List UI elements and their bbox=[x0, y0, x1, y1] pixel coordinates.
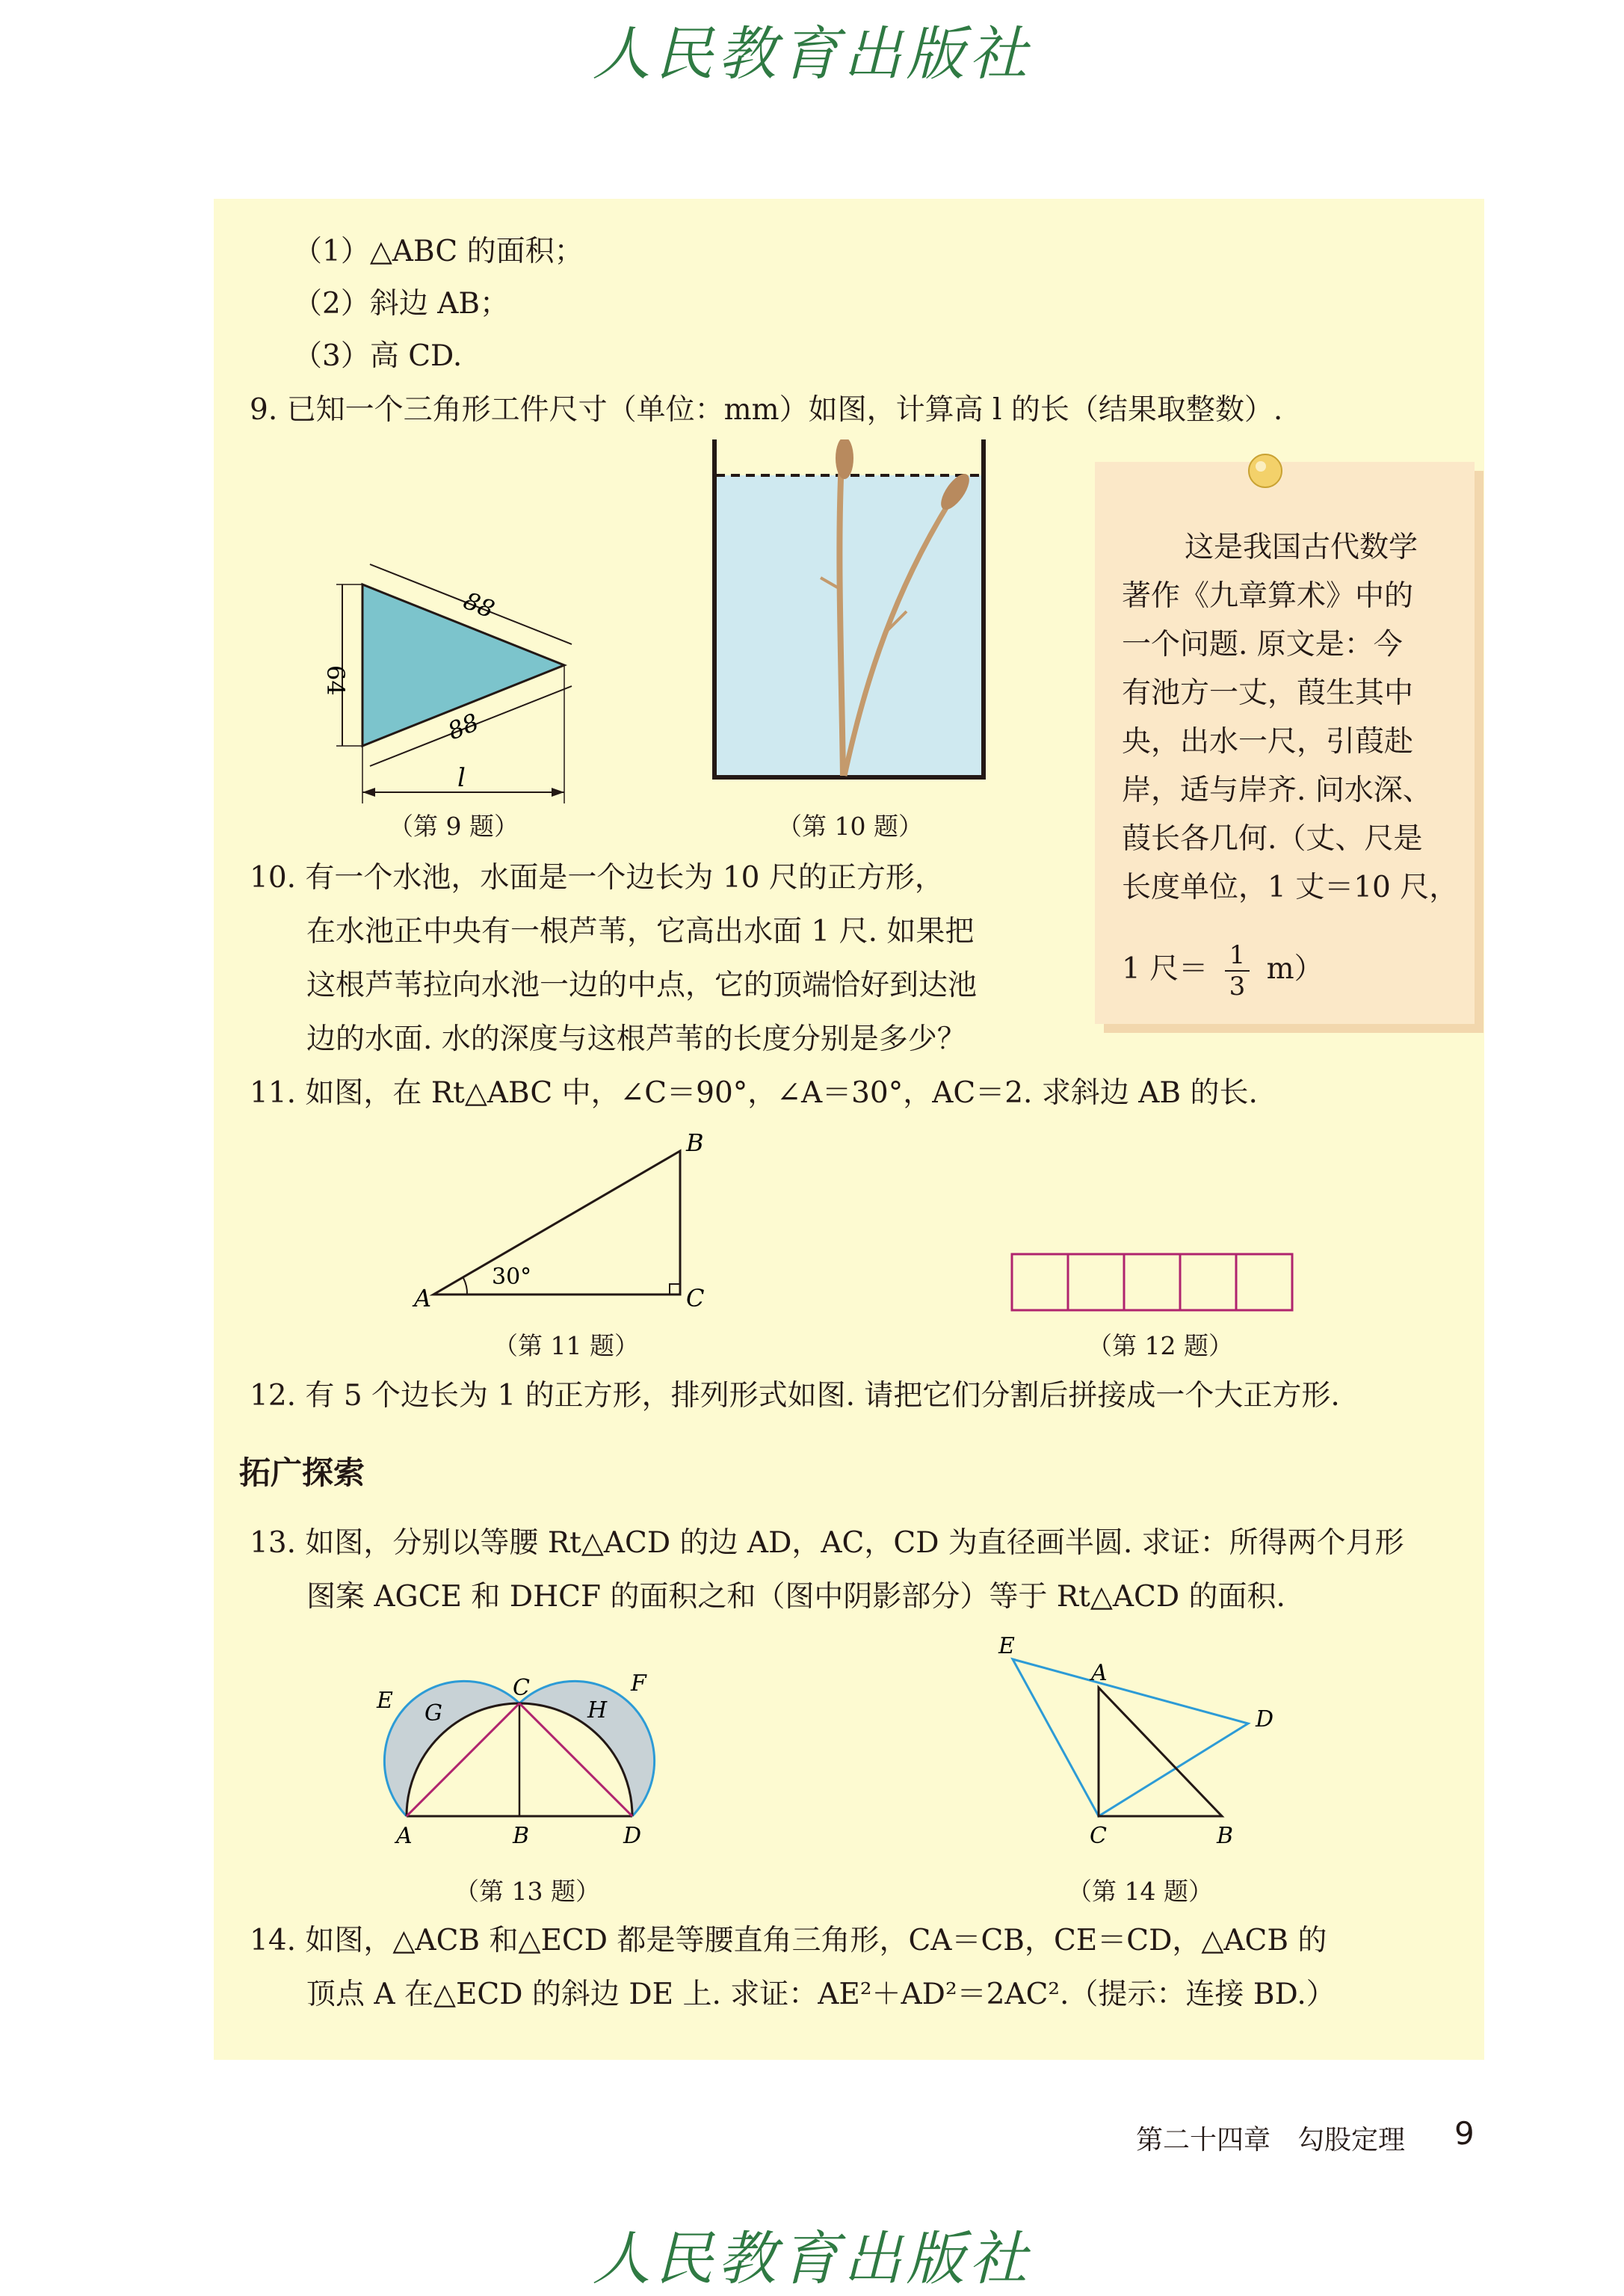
note-line: 一个问题. 原文是：今 bbox=[1122, 628, 1403, 661]
fig14-label-d: D bbox=[1256, 1706, 1274, 1732]
fig9-label-l: l bbox=[457, 763, 466, 793]
fig14-label-a: A bbox=[1091, 1660, 1108, 1686]
page-number: 9 bbox=[1454, 2115, 1475, 2152]
problem-13-line-2: 图案 AGCE 和 DHCF 的面积之和（图中阴影部分）等于 Rt△ACD 的面积. bbox=[306, 1580, 1285, 1614]
fig14-caption: （第 14 题） bbox=[1067, 1877, 1213, 1906]
problem-13-line-1: 13. 如图，分别以等腰 Rt△ACD 的边 AD，AC，CD 为直径画半圆. 求证：所得两个月形 bbox=[250, 1526, 1404, 1560]
fig14-label-e: E bbox=[998, 1633, 1015, 1659]
fig14-label-c: C bbox=[1090, 1823, 1107, 1849]
problem-14-line-2: 顶点 A 在△ECD 的斜边 DE 上. 求证：AE²＋AD²＝2AC².（提示：连接 BD.） bbox=[306, 1978, 1336, 2011]
note-line: 著作《九章算术》中的 bbox=[1122, 579, 1414, 613]
note-line-fraction bbox=[1122, 940, 1324, 1002]
note-line: 有池方一丈，葭生其中 bbox=[1122, 676, 1414, 710]
note-fraction-denominator: 3 bbox=[1229, 972, 1246, 1002]
note-fraction-numerator: 1 bbox=[1225, 940, 1250, 972]
figure-13 bbox=[366, 1652, 680, 1846]
note-fraction-prefix: 1 尺＝ bbox=[1122, 952, 1208, 986]
problem-10-line-1: 10. 有一个水池，水面是一个边长为 10 尺的正方形， bbox=[250, 861, 944, 895]
publisher-logo-footer: 人民教育出版社 bbox=[592, 2226, 1032, 2293]
fig11-label-b: B bbox=[686, 1129, 704, 1157]
pin-icon bbox=[1243, 448, 1288, 493]
figure-11 bbox=[404, 1129, 732, 1323]
fig13-lune-left bbox=[384, 1681, 519, 1816]
problem-9: 9. 已知一个三角形工件尺寸（单位：mm）如图，计算高 l 的长（结果取整数）. bbox=[250, 393, 1283, 427]
fig14-triangle-ecd bbox=[1013, 1659, 1248, 1816]
problem-8-part-2: （2）斜边 AB； bbox=[293, 287, 510, 321]
fig13-caption: （第 13 题） bbox=[454, 1877, 600, 1906]
problem-10-line-2: 在水池正中央有一根芦苇，它高出水面 1 尺. 如果把 bbox=[306, 915, 975, 948]
fig12-square bbox=[1012, 1254, 1068, 1310]
fig11-triangle bbox=[433, 1151, 680, 1294]
note-fraction-suffix: m） bbox=[1266, 952, 1324, 986]
fig13-label-d: D bbox=[623, 1823, 642, 1846]
fig13-label-c: C bbox=[513, 1675, 530, 1701]
fig9-label-top: 88 bbox=[460, 586, 498, 624]
publisher-logo: 人民教育出版社 bbox=[592, 21, 1032, 88]
note-fraction bbox=[1225, 940, 1250, 1002]
fig9-label-bottom: 88 bbox=[443, 707, 483, 746]
problem-10-line-4: 边的水面. 水的深度与这根芦苇的长度分别是多少？ bbox=[306, 1022, 966, 1056]
problem-12: 12. 有 5 个边长为 1 的正方形，排列形式如图. 请把它们分割后拼接成一个大正方形. bbox=[250, 1379, 1340, 1413]
fig11-caption: （第 11 题） bbox=[493, 1331, 639, 1360]
figure-14 bbox=[994, 1629, 1293, 1854]
problem-8-part-1: （1）△ABC 的面积； bbox=[293, 235, 584, 268]
figure-9 bbox=[321, 553, 590, 822]
figure-10 bbox=[708, 439, 992, 783]
problem-10-line-3: 这根芦苇拉向水池一边的中点，它的顶端恰好到达池 bbox=[306, 969, 978, 1002]
fig10-caption: （第 10 题） bbox=[777, 812, 923, 841]
fig13-label-a: A bbox=[396, 1823, 413, 1846]
fig9-label-left: 64 bbox=[321, 665, 350, 696]
note-line: 岸，适与岸齐. 问水深、 bbox=[1122, 774, 1432, 807]
figure-12 bbox=[1009, 1248, 1300, 1315]
fig12-square bbox=[1124, 1254, 1180, 1310]
history-note bbox=[1095, 462, 1475, 1024]
problem-8-part-3: （3）高 CD. bbox=[293, 339, 463, 373]
fig12-square bbox=[1180, 1254, 1236, 1310]
fig11-label-c: C bbox=[686, 1284, 705, 1312]
fig14-label-b: B bbox=[1217, 1823, 1234, 1849]
note-line: 长度单位，1 丈＝10 尺， bbox=[1122, 871, 1459, 904]
fig13-label-b: B bbox=[513, 1823, 530, 1846]
fig13-label-f: F bbox=[631, 1670, 646, 1697]
fig11-angle: 30° bbox=[492, 1264, 532, 1290]
problem-11: 11. 如图，在 Rt△ABC 中，∠C＝90°，∠A＝30°，AC＝2. 求斜边 AB 的长. bbox=[250, 1076, 1258, 1110]
chapter-title: 第二十四章 勾股定理 bbox=[1136, 2125, 1406, 2155]
fig13-label-h: H bbox=[587, 1697, 608, 1723]
fig12-caption: （第 12 题） bbox=[1087, 1331, 1233, 1360]
fig12-square bbox=[1236, 1254, 1292, 1310]
problem-14-line-1: 14. 如图，△ACB 和△ECD 都是等腰直角三角形，CA＝CB，CE＝CD，△ACB 的 bbox=[250, 1924, 1327, 1957]
fig9-caption: （第 9 题） bbox=[389, 812, 519, 841]
section-title: 拓广探索 bbox=[239, 1454, 365, 1491]
fig13-label-g: G bbox=[424, 1700, 442, 1726]
note-line: 央，出水一尺，引葭赴 bbox=[1122, 725, 1414, 759]
fig10-reed bbox=[839, 462, 843, 776]
fig10-water bbox=[716, 475, 982, 776]
note-line: 这是我国古代数学 bbox=[1185, 531, 1418, 564]
fig13-label-e: E bbox=[377, 1688, 393, 1714]
note-line: 葭长各几何.（丈、尺是 bbox=[1122, 822, 1423, 856]
fig11-label-a: A bbox=[414, 1284, 432, 1312]
fig12-square bbox=[1068, 1254, 1124, 1310]
